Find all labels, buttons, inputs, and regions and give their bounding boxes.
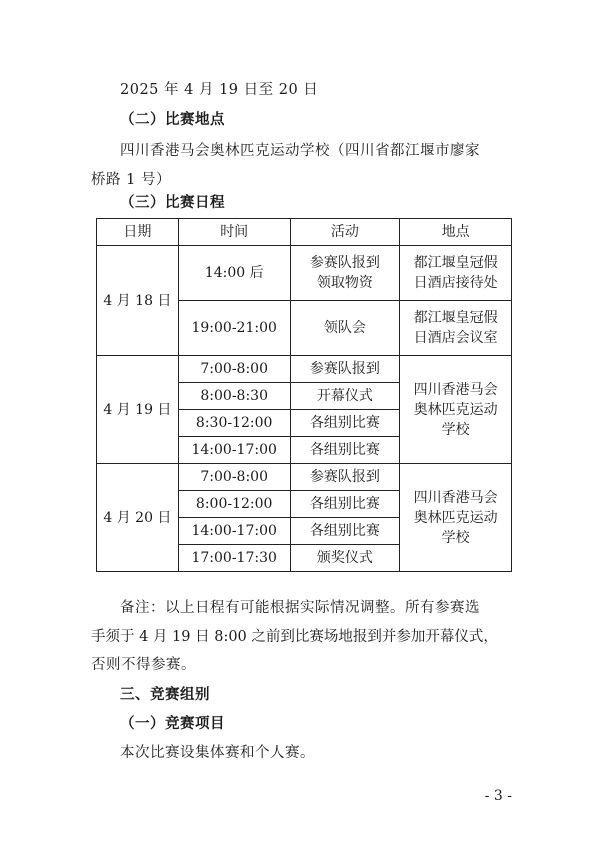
place-line: 学校	[441, 529, 470, 546]
day3-activity-4: 颁奖仪式	[290, 545, 400, 572]
place-line: 都江堰皇冠假	[413, 310, 498, 326]
day2-activity-3: 各组别比赛	[290, 410, 400, 437]
place-line: 都江堰皇冠假	[413, 255, 498, 271]
venue-heading: （二）比赛地点	[120, 112, 225, 128]
day2-time-3: 8:30-12:00	[178, 410, 290, 437]
place-line: 奥林匹克运动	[413, 401, 498, 418]
page-number: - 3 -	[484, 788, 512, 804]
header-place: 地点	[400, 219, 512, 246]
day3-time-1: 7:00-8:00	[178, 464, 290, 491]
day2-time-1: 7:00-8:00	[178, 356, 290, 383]
header-activity: 活动	[290, 219, 400, 246]
day3-time-3: 14:00-17:00	[178, 518, 290, 545]
header-time: 时间	[178, 219, 290, 246]
table-row	[97, 356, 512, 383]
place-line: 奥林匹克运动	[413, 509, 498, 526]
day2-activity-2: 开幕仪式	[290, 383, 400, 410]
venue-line-2: 桥路 1 号）	[91, 172, 171, 188]
day1-place-2	[400, 301, 512, 356]
place-line: 四川香港马会	[413, 381, 498, 398]
note-line-2: 手须于 4 月 19 日 8:00 之前到比赛场地报到并参加开幕仪式，	[91, 629, 498, 645]
day3-date: 4 月 20 日	[97, 464, 179, 572]
day2-activity-4: 各组别比赛	[290, 437, 400, 464]
schedule-heading: （三）比赛日程	[120, 195, 225, 211]
day2-activity-1: 参赛队报到	[290, 356, 400, 383]
schedule-table	[96, 218, 512, 572]
section3-heading: 三、竞赛组别	[120, 687, 210, 703]
day1-date: 4 月 18 日	[97, 246, 179, 356]
place-line: 日酒店接待处	[413, 275, 498, 291]
table-row	[97, 464, 512, 491]
day2-time-4: 14:00-17:00	[178, 437, 290, 464]
day3-time-4: 17:00-17:30	[178, 545, 290, 572]
place-line: 日酒店会议室	[413, 330, 498, 346]
date-line: 2025 年 4 月 19 日至 20 日	[120, 82, 319, 98]
sub1-text: 本次比赛设集体赛和个人赛。	[120, 745, 315, 761]
day2-time-2: 8:00-8:30	[178, 383, 290, 410]
note-line-1: 备注：以上日程有可能根据实际情况调整。所有参赛选	[120, 600, 480, 616]
activity-line: 参赛队报到	[309, 255, 380, 271]
table-row	[97, 246, 512, 301]
day1-time-2: 19:00-21:00	[178, 301, 290, 356]
day1-activity-2: 领队会	[290, 301, 400, 356]
place-line: 四川香港马会	[413, 489, 498, 506]
activity-line: 领取物资	[316, 275, 373, 291]
venue-line-1: 四川香港马会奥林匹克运动学校（四川省都江堰市廖家	[120, 143, 480, 159]
day3-time-2: 8:00-12:00	[178, 491, 290, 518]
day3-place	[400, 464, 512, 572]
day2-place	[400, 356, 512, 464]
day1-place-1	[400, 246, 512, 301]
day1-time-1: 14:00 后	[178, 246, 290, 301]
table-header-row	[97, 219, 512, 246]
header-date: 日期	[97, 219, 179, 246]
note-line-3: 否则不得参赛。	[91, 657, 196, 673]
day2-date: 4 月 19 日	[97, 356, 179, 464]
day3-activity-3: 各组别比赛	[290, 518, 400, 545]
day3-activity-1: 参赛队报到	[290, 464, 400, 491]
sub1-heading: （一）竞赛项目	[120, 716, 225, 732]
place-line: 学校	[441, 421, 470, 438]
day1-activity-1	[290, 246, 400, 301]
day3-activity-2: 各组别比赛	[290, 491, 400, 518]
